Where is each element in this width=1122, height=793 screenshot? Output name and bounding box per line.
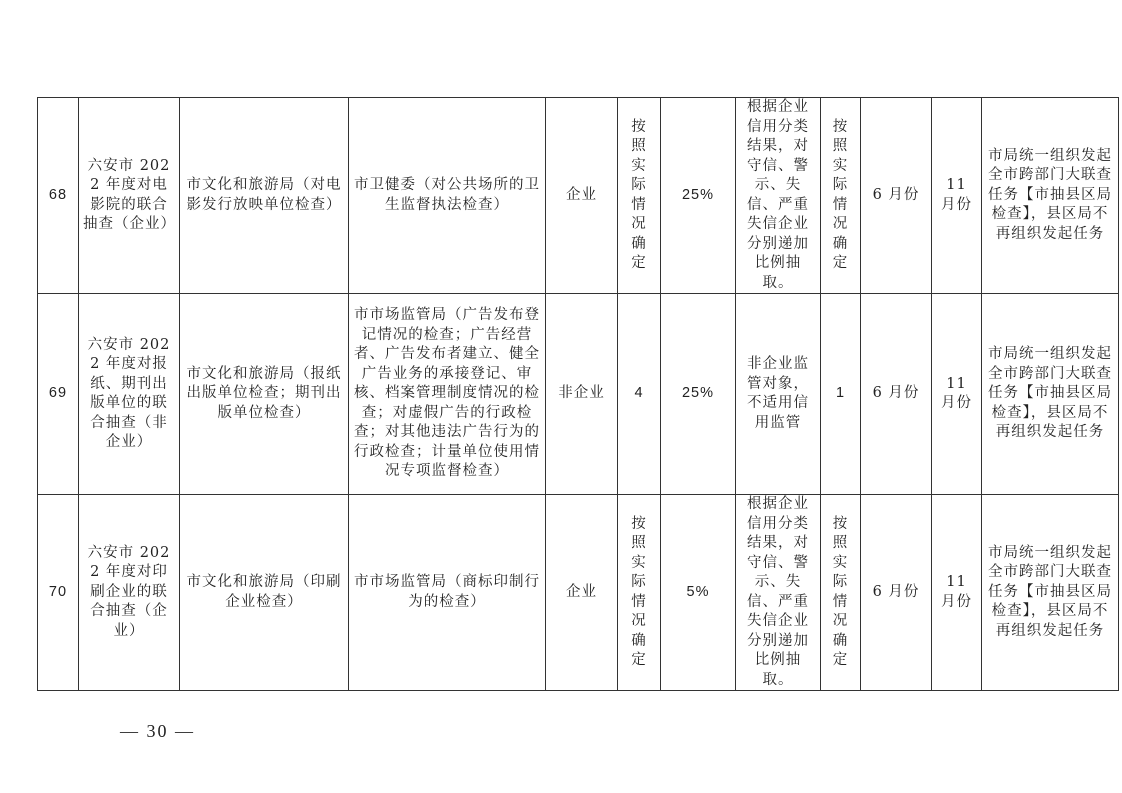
unit-count-text: 按照实际情况确定 (832, 118, 849, 271)
subject-type: 企业 (546, 98, 618, 294)
partner-department: 市市场监管局（广告发布登记情况的检查；广告经营者、广告发布者建立、健全广告业务的承接登记、审核、档案管理制度情况的检查；对虚假广告的行政检查；对其他违法广告行为的行政检查；计量单位使用情况专项监督检查） (349, 294, 546, 495)
subject-type: 非企业 (546, 294, 618, 495)
inspection-plan-table (37, 97, 1119, 691)
remark: 市局统一组织发起全市跨部门大联查任务【市抽县区局检查】，县区局不再组织发起任务 (982, 98, 1119, 294)
start-month: 6 月份 (861, 294, 932, 495)
sampling-method: 非企业监管对象，不适用信用监管 (736, 294, 821, 495)
sample-count (618, 495, 661, 691)
table-row (38, 495, 1119, 691)
sample-ratio: 25% (661, 294, 736, 495)
table-row (38, 98, 1119, 294)
remark: 市局统一组织发起全市跨部门大联查任务【市抽县区局检查】，县区局不再组织发起任务 (982, 294, 1119, 495)
unit-count (821, 98, 861, 294)
end-month: 11 月份 (932, 495, 982, 691)
sample-count: 4 (618, 294, 661, 495)
remark: 市局统一组织发起全市跨部门大联查任务【市抽县区局检查】，县区局不再组织发起任务 (982, 495, 1119, 691)
sample-ratio: 25% (661, 98, 736, 294)
table-row (38, 294, 1119, 495)
row-number: 69 (38, 294, 79, 495)
page-number: — 30 — (120, 721, 195, 741)
task-name: 六安市 2022 年度对电影院的联合抽查（企业） (79, 98, 180, 294)
unit-count (821, 495, 861, 691)
sample-count (618, 98, 661, 294)
sample-ratio: 5% (661, 495, 736, 691)
partner-department: 市卫健委（对公共场所的卫生监督执法检查） (349, 98, 546, 294)
sampling-method: 根据企业信用分类结果，对守信、警示、失信、严重失信企业分别递加比例抽取。 (736, 495, 821, 691)
partner-department: 市市场监管局（商标印制行为的检查） (349, 495, 546, 691)
end-month: 11 月份 (932, 294, 982, 495)
row-number: 68 (38, 98, 79, 294)
sampling-method: 根据企业信用分类结果，对守信、警示、失信、严重失信企业分别递加比例抽取。 (736, 98, 821, 294)
sample-count-text: 按照实际情况确定 (631, 515, 647, 668)
start-month: 6 月份 (861, 495, 932, 691)
task-name: 六安市 2022 年度对印刷企业的联合抽查（企业） (79, 495, 180, 691)
unit-count: 1 (821, 294, 861, 495)
start-month: 6 月份 (861, 98, 932, 294)
lead-department: 市文化和旅游局（对电影发行放映单位检查） (180, 98, 349, 294)
task-name: 六安市 2022 年度对报纸、期刊出版单位的联合抽查（非企业） (79, 294, 180, 495)
row-number: 70 (38, 495, 79, 691)
sample-count-text: 按照实际情况确定 (631, 118, 647, 271)
lead-department: 市文化和旅游局（报纸出版单位检查；期刊出版单位检查） (180, 294, 349, 495)
lead-department: 市文化和旅游局（印刷企业检查） (180, 495, 349, 691)
unit-count-text: 按照实际情况确定 (832, 515, 849, 668)
subject-type: 企业 (546, 495, 618, 691)
end-month: 11 月份 (932, 98, 982, 294)
